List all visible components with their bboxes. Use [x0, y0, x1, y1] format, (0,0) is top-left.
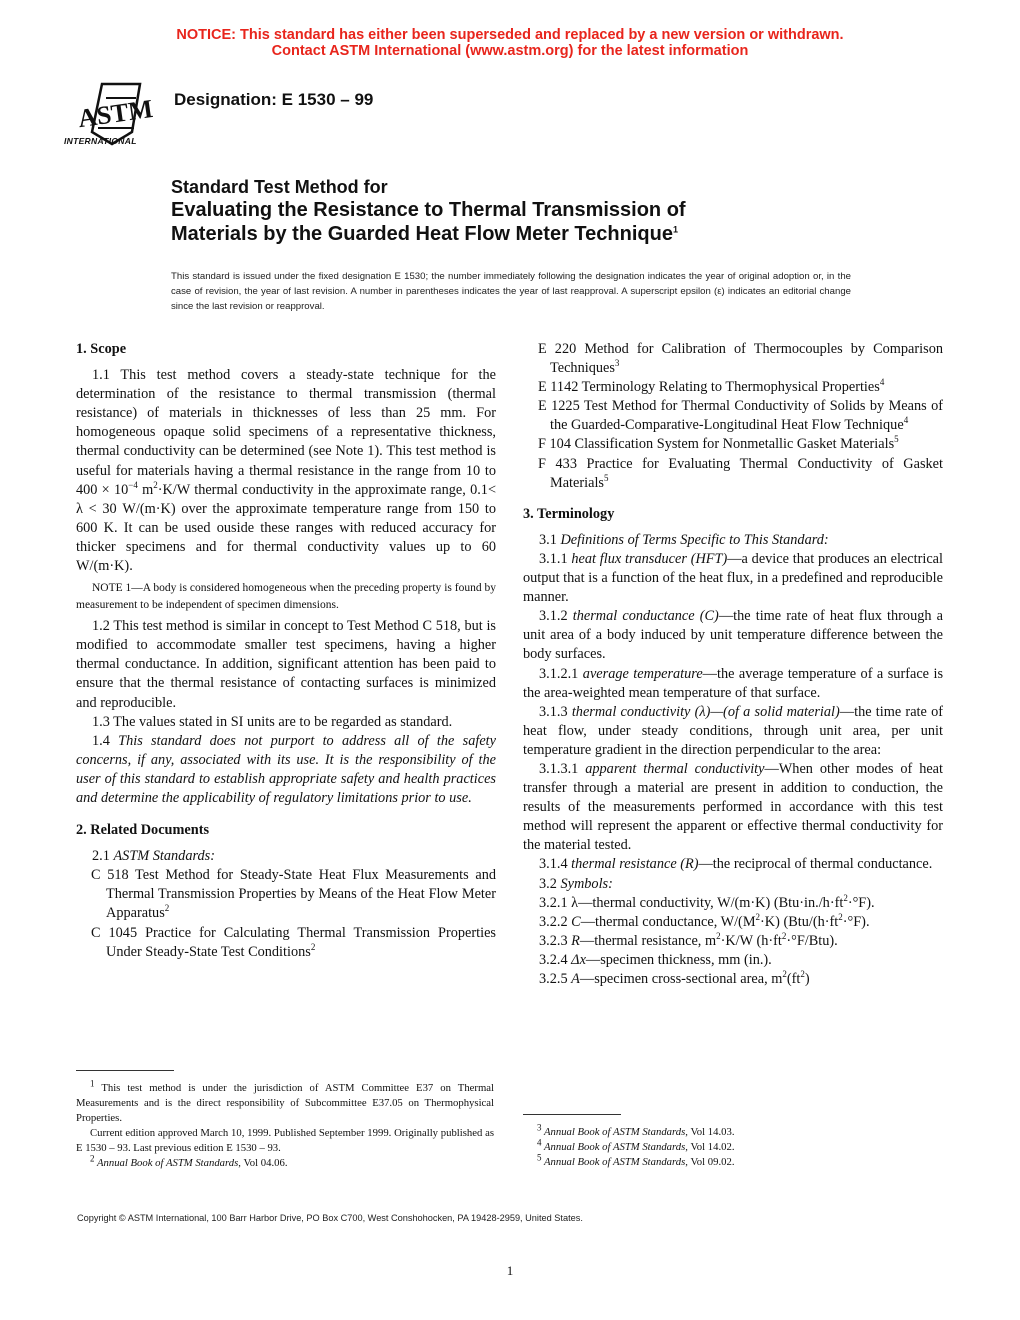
fn-mark: 5	[537, 1152, 542, 1163]
term: average temperature	[582, 665, 703, 682]
fn-mark: 4	[537, 1137, 542, 1148]
p14-text: This standard does not purport to address all of the safety concerns, if any, associated with its use. It is the responsibility of the user of this standard to establish appropriate safety and health practices and determine the applicability of regulatory limitations prior to use.	[76, 732, 496, 806]
footnote-rule-right	[523, 1114, 621, 1115]
definition-3-1-2	[523, 607, 943, 664]
definition-3-1-4	[523, 855, 943, 874]
paragraph-2-1	[76, 847, 496, 866]
logo-text: ASTM	[76, 93, 155, 134]
ref-fn: 5	[604, 472, 609, 483]
num: 3.1.3.1	[539, 760, 586, 777]
fn-text: , Vol 14.02.	[685, 1141, 735, 1153]
ref-text: F 433 Practice for Evaluating Thermal Conductivity of Gasket Materials	[538, 455, 943, 491]
num: 3.2	[539, 875, 561, 892]
footnote-1-edition: Current edition approved March 10, 1999. Published September 1999. Originally published as E 1530 – 93. Last previous edition E 1530 – 93.	[76, 1127, 494, 1154]
sym: A	[571, 971, 580, 987]
s-exp2: 2	[781, 931, 787, 942]
document-title	[171, 176, 871, 246]
ref-fn: 2	[310, 941, 316, 952]
fn-italic: Annual Book of ASTM Standards	[541, 1156, 686, 1168]
ref-fn: 3	[614, 358, 620, 369]
term: apparent thermal conductivity	[585, 760, 765, 777]
notice-line-1: NOTICE: This standard has either been superseded and replaced by a new version or withdrawn.	[176, 27, 844, 43]
title-line-2: Evaluating the Resistance to Thermal Transmission of	[171, 199, 686, 221]
fn-mark: 2	[90, 1153, 95, 1164]
ref-fn: 4	[879, 377, 885, 388]
title-footnote-mark: 1	[672, 224, 678, 235]
s-exp: 2	[755, 911, 761, 922]
num: 3.1	[539, 531, 561, 548]
s-a: 3.2.1 λ—thermal conductivity, W/(m·K) (Btu·in./h·ft	[539, 894, 844, 911]
p11-exp: −4	[128, 479, 138, 490]
symbol-3-2-4	[523, 951, 943, 970]
term: thermal conductivity (λ)—(of a solid material)	[571, 703, 840, 720]
fn-text: , Vol 04.06.	[238, 1157, 288, 1169]
page-number: 1	[506, 1263, 514, 1278]
s-exp2: 2	[800, 969, 805, 980]
fn-mark: 3	[537, 1122, 542, 1133]
right-column	[523, 340, 943, 989]
p11-c: ·K/W thermal conductivity in the approximate range, 0.1< λ < 30 W/(m·K) over the approximate temperature range from 150 to 600 K. It can be used ouside these ranges with reduced accuracy for thicker specimens and for thermal conductivity values up to 60 W/(m·K).	[76, 481, 497, 575]
designation: Designation: E 1530 – 99	[174, 90, 374, 109]
reference-c1045	[76, 924, 496, 962]
title-line-1: Standard Test Method for	[171, 177, 388, 197]
fn-mark: 1	[90, 1078, 95, 1089]
ref-text: C 1045 Practice for Calculating Thermal Transmission Properties Under Steady-State Test Conditions	[91, 924, 496, 960]
symbol-3-2-5	[523, 970, 943, 989]
s-exp: 2	[843, 892, 848, 903]
s-b: ·K/W (h·ft	[720, 932, 782, 949]
note-1: NOTE 1—A body is considered homogeneous when the preceding property is found by measurement to be independent of specimen dimensions.	[76, 582, 496, 611]
num: 3.2.3	[539, 932, 572, 949]
footnote-1	[76, 1078, 494, 1126]
ref-fn: 4	[903, 415, 909, 426]
ref-text: E 1142 Terminology Relating to Thermophysical Properties	[538, 379, 880, 396]
paragraph-1-1	[76, 366, 496, 576]
ref-text: E 1225 Test Method for Thermal Conductivity of Solids by Means of the Guarded-Comparative-Longitudinal Heat Flow Technique	[538, 398, 943, 434]
s-exp2: 2	[838, 911, 843, 922]
reference-c518	[76, 866, 496, 923]
s-c: ·°F).	[842, 913, 870, 930]
num: 3.2.4	[539, 951, 572, 968]
def: —the time rate of heat flow, under steady conditions, through unit area, per unit temperature gradient in the direction perpendicular to the area:	[523, 703, 943, 758]
footnote-2	[76, 1153, 494, 1171]
p14-num: 1.4	[92, 732, 119, 749]
ref-text: C 518 Test Method for Steady-State Heat Flux Measurements and Thermal Transmission Properties by Means of the Heat Flow Meter Apparatus	[91, 867, 496, 922]
footnote-3	[523, 1122, 941, 1140]
logo-wordmark: INTERNATIONAL	[64, 136, 137, 146]
p21-label: ASTM Standards:	[113, 848, 215, 865]
reference-f433	[523, 455, 943, 493]
copyright-line: Copyright © ASTM International, 100 Barr Harbor Drive, PO Box C700, West Conshohocken, PA 19428-2959, United States.	[77, 1213, 583, 1223]
def: —the time rate of heat flux through a unit area of a body induced by unit temperature difference between the body surfaces.	[523, 608, 943, 663]
def: —the reciprocal of thermal conductance.	[698, 856, 933, 873]
definition-3-1-3	[523, 703, 943, 760]
num: 3.1.2	[539, 608, 573, 625]
issue-statement: This standard is issued under the fixed designation E 1530; the number immediately following the designation indicates the year of original adoption or, in the case of revision, the year of last revision. A number in parentheses indicates the year of last reapproval. A superscript epsilon (ε) indicates an editorial change since the last revision or reapproval.	[171, 271, 851, 312]
footnote-5	[523, 1152, 941, 1170]
fn-text: , Vol 09.02.	[685, 1156, 735, 1168]
footnotes-left	[76, 1078, 494, 1171]
def: —a device that produces an electrical output that is a function of the heat flux, in a predefined and reproducible manner.	[523, 550, 943, 606]
symbol-3-2-2	[523, 913, 943, 932]
term: heat flux transducer (HFT)	[571, 550, 728, 567]
fn-italic: Annual Book of ASTM Standards	[541, 1141, 686, 1153]
num: 3.1.4	[539, 856, 572, 873]
label: Symbols:	[560, 875, 613, 892]
sym: C	[571, 913, 581, 930]
p11-a: 1.1 This test method covers a steady-state technique for the determination of the resistance to thermal transmission (thermal resistance) of materials in thicknesses of less than 25 mm. For homogeneous opaque solid specimens of a representative thickness, thermal conductivity can be determined (see Note 1). This test method is useful for materials having a thermal resistance in the range from 10 to 400 × 10	[76, 367, 496, 498]
term: thermal resistance (R)	[571, 856, 699, 873]
def: —When other modes of heat transfer through a material are present in addition to conduction, the results of the measurements performed in accordance with this test method will represent the apparent or effective thermal conductivity for the material tested.	[523, 760, 944, 854]
label: Definitions of Terms Specific to This Standard:	[560, 531, 829, 548]
s-b: (ft	[786, 971, 801, 987]
s-a: —thermal conductance, W/(M	[580, 913, 756, 930]
footnote-4	[523, 1137, 941, 1155]
num: 3.1.3	[539, 703, 572, 720]
num: 3.1.1	[539, 550, 572, 567]
def: —the average temperature of a surface is the area-weighted mean temperature of that surface.	[523, 665, 944, 701]
reference-e1225	[523, 397, 943, 435]
num: 3.2.2	[539, 913, 572, 930]
section-heading-terminology: 3. Terminology	[523, 505, 615, 522]
paragraph-3-2	[523, 875, 943, 894]
p21-num: 2.1	[92, 848, 114, 865]
paragraph-3-1	[523, 531, 943, 550]
notice-line-2: Contact ASTM International (www.astm.org) for the latest information	[271, 43, 749, 59]
s-exp: 2	[716, 931, 721, 942]
fn-text: , Vol 14.03.	[685, 1126, 735, 1138]
reference-e220	[523, 340, 943, 378]
s-b: ·K) (Btu/(h·ft	[760, 913, 839, 930]
footnotes-right	[523, 1122, 941, 1170]
paragraph-1-4	[76, 732, 496, 808]
symbol-3-2-1	[523, 894, 943, 913]
num: 3.2.5	[539, 971, 572, 987]
p11-b: m	[137, 481, 154, 498]
s-exp: 2	[782, 969, 787, 980]
sym: R	[571, 932, 580, 949]
sym: Δx	[571, 951, 586, 968]
p11-exp2: 2	[153, 479, 158, 490]
definition-3-1-2-1	[523, 665, 943, 703]
ref-fn: 2	[164, 903, 170, 914]
s-a: —specimen cross-sectional area, m	[579, 971, 783, 987]
s-c: )	[804, 971, 810, 987]
left-column	[76, 340, 496, 962]
ref-fn: 5	[894, 434, 899, 445]
section-heading-scope: 1. Scope	[76, 341, 127, 357]
s-c: ·°F/Btu).	[786, 932, 838, 949]
footnote-rule-left	[76, 1070, 174, 1071]
num: 3.1.2.1	[539, 665, 583, 682]
title-line-3-text: Materials by the Guarded Heat Flow Meter Technique	[171, 223, 673, 245]
term: thermal conductance (C)	[572, 608, 719, 625]
title-line-3	[171, 222, 871, 246]
s-a: —specimen thickness, mm (in.).	[585, 951, 772, 968]
paragraph-1-2: 1.2 This test method is similar in concept to Test Method C 518, but is modified to accommodate smaller test specimens, having a higher thermal conductance. In addition, significant attention has been paid to ensure that the thermal resistance of contacting surfaces is minimized and reproducible.	[76, 618, 496, 711]
fn-italic: Annual Book of ASTM Standards	[94, 1157, 239, 1169]
reference-e1142	[523, 378, 943, 397]
ref-text: F 104 Classification System for Nonmetallic Gasket Materials	[538, 436, 895, 453]
ref-text: E 220 Method for Calibration of Thermocouples by Comparison Techniques	[538, 341, 943, 377]
notice-banner	[0, 27, 1020, 59]
definition-3-1-1	[523, 550, 943, 607]
reference-f104	[523, 435, 943, 454]
paragraph-1-3: 1.3 The values stated in SI units are to be regarded as standard.	[92, 713, 453, 730]
definition-3-1-3-1	[523, 760, 943, 855]
section-heading-related: 2. Related Documents	[76, 822, 210, 839]
s-b: ·°F).	[847, 894, 875, 911]
fn-text: This test method is under the jurisdiction of ASTM Committee E37 on Thermal Measurements and is the direct responsibility of Subcommittee E37.05 on Thermophysical Properties.	[76, 1082, 494, 1124]
symbol-3-2-3	[523, 932, 943, 951]
fn-italic: Annual Book of ASTM Standards	[541, 1126, 686, 1138]
s-a: —thermal resistance, m	[579, 932, 717, 949]
